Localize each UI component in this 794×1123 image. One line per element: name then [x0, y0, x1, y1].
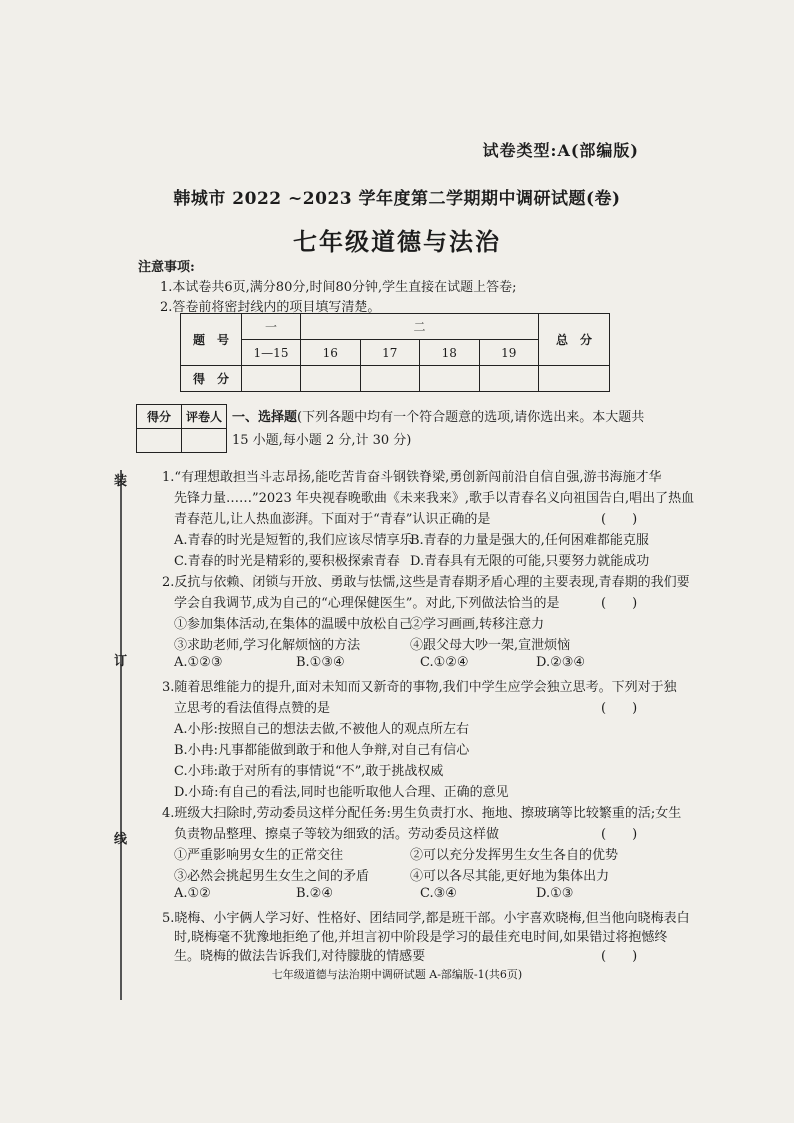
question-4-statement-4: ④可以各尽其能,更好地为集体出力: [410, 869, 610, 884]
question-3-text: 立思考的看法值得点赞的是: [174, 701, 331, 716]
question-1-text: 青春范儿,让人热血澎湃。下面对于“青春”认识正确的是: [174, 512, 491, 527]
grader-score-cell[interactable]: [137, 429, 182, 453]
grader-score-label: 得分: [137, 405, 182, 429]
score-table-col: 16: [301, 340, 361, 366]
question-1-option-c[interactable]: C.青春的时光是精彩的,要积极探索青春: [174, 554, 400, 569]
question-1-text: 先锋力量……”2023 年央视春晚歌曲《未来我来》,歌手以青春名义向祖国告白,唱出了热血: [174, 491, 695, 506]
section-1-instructions: [232, 406, 652, 452]
question-2-statement-2: ②学习画画,转移注意力: [410, 617, 545, 632]
grader-name-cell[interactable]: [182, 429, 227, 453]
question-5-text: 生。晓梅的做法告诉我们,对待朦胧的情感要: [174, 949, 426, 964]
question-5-text: 时,晓梅毫不犹豫地拒绝了他,并坦言初中阶段是学习的最佳充电时间,如果错过将抱憾终: [174, 930, 668, 945]
notice-heading: 注意事项:: [138, 260, 195, 275]
score-table-score-label: 得 分: [181, 366, 242, 392]
grader-box: [136, 404, 227, 453]
score-table-row-header: 题 号: [181, 314, 242, 366]
question-2-text: 2.反抗与依赖、闭锁与开放、勇敢与怯懦,这些是青春期矛盾心理的主要表现,青春期的我们要: [162, 575, 690, 590]
grader-name-label: 评卷人: [182, 405, 227, 429]
score-cell[interactable]: [360, 366, 420, 392]
score-cell[interactable]: [479, 366, 539, 392]
binding-line: [120, 470, 122, 1000]
question-3-option-c[interactable]: C.小玮:敢于对所有的事情说“不”,敢于挑战权威: [174, 764, 444, 779]
question-4-statement-3: ③必然会挑起男生女生之间的矛盾: [174, 869, 370, 884]
notice-item-2: 2.答卷前将密封线内的项目填写清楚。: [160, 300, 381, 315]
question-2-statement-1: ①参加集体活动,在集体的温暖中放松自己: [174, 617, 413, 632]
answer-blank-1[interactable]: ( ): [601, 512, 638, 527]
score-table-total: 总 分: [539, 314, 610, 366]
exam-main-title: 韩城市 2022 ~2023 学年度第二学期期中调研试题(卷): [173, 189, 621, 209]
question-2-text: 学会自我调节,成为自己的“心理保健医生”。对此,下列做法恰当的是: [174, 596, 560, 611]
answer-blank-3[interactable]: ( ): [601, 701, 638, 716]
question-2-statement-3: ③求助老师,学习化解烦恼的方法: [174, 638, 361, 653]
question-3-option-b[interactable]: B.小冉:凡事都能做到敢于和他人争辩,对自己有信心: [174, 743, 470, 758]
binding-char-zhuang: 装: [114, 474, 128, 489]
question-3-option-d[interactable]: D.小琦:有自己的看法,同时也能听取他人合理、正确的意见: [174, 785, 509, 800]
score-cell[interactable]: [539, 366, 610, 392]
score-cell[interactable]: [420, 366, 480, 392]
score-table-col: 1—15: [242, 340, 301, 366]
question-4-option-c[interactable]: C.③④: [420, 886, 457, 901]
score-cell[interactable]: [301, 366, 361, 392]
answer-blank-2[interactable]: ( ): [601, 596, 638, 611]
question-2-statement-4: ④跟父母大吵一架,宣泄烦恼: [410, 638, 571, 653]
score-table: [180, 313, 610, 392]
binding-char-xian: 线: [114, 832, 128, 847]
subject-title: 七年级道德与法治: [293, 227, 501, 256]
binding-char-ding: 订: [114, 654, 128, 669]
question-5-text: 5.晓梅、小宇俩人学习好、性格好、团结同学,都是班干部。小宇喜欢晓梅,但当他向晓梅表白: [162, 911, 690, 926]
question-4-option-b[interactable]: B.②④: [296, 886, 333, 901]
question-3-option-a[interactable]: A.小彤:按照自己的想法去做,不被他人的观点所左右: [174, 722, 470, 737]
section-1-desc: (下列各题中均有一个符合题意的选项,请你选出来。本大题共 15 小题,每小题 2 分,计 30 分): [232, 410, 645, 448]
score-table-col: 18: [420, 340, 480, 366]
question-2-option-d[interactable]: D.②③④: [536, 655, 586, 670]
question-2-option-a[interactable]: A.①②③: [174, 655, 223, 670]
score-table-part1: 一: [242, 314, 301, 340]
score-table-col: 17: [360, 340, 420, 366]
question-4-statement-1: ①严重影响男女生的正常交往: [174, 848, 344, 863]
question-1-option-b[interactable]: B.青春的力量是强大的,任何困难都能克服: [410, 533, 649, 548]
exam-type-label: 试卷类型:A(部编版): [482, 141, 639, 160]
page-footer: 七年级道德与法治期中调研试题 A-部编版-1(共6页): [271, 968, 523, 981]
answer-blank-5[interactable]: ( ): [601, 949, 638, 964]
question-1-text: 1.“有理想敢担当斗志昂扬,能吃苦肯奋斗钢铁脊梁,勇创新闯前沿自信自强,游书海施才华: [162, 470, 662, 485]
question-4-text: 4.班级大扫除时,劳动委员这样分配任务:男生负责打水、拖地、擦玻璃等比较繁重的活;女生: [162, 806, 682, 821]
question-4-option-a[interactable]: A.①②: [174, 886, 211, 901]
question-1-option-a[interactable]: A.青春的时光是短暂的,我们应该尽情享乐: [174, 533, 413, 548]
question-4-option-d[interactable]: D.①③: [536, 886, 574, 901]
notice-item-1: 1.本试卷共6页,满分80分,时间80分钟,学生直接在试题上答卷;: [160, 280, 517, 295]
score-table-part2: 二: [301, 314, 539, 340]
answer-blank-4[interactable]: ( ): [601, 827, 638, 842]
question-4-text: 负责物品整理、擦桌子等较为细致的活。劳动委员这样做: [174, 827, 500, 842]
question-4-statement-2: ②可以充分发挥男生女生各自的优势: [410, 848, 619, 863]
question-2-option-c[interactable]: C.①②④: [420, 655, 469, 670]
question-2-option-b[interactable]: B.①③④: [296, 655, 345, 670]
section-1-title: 一、选择题: [232, 410, 298, 425]
question-3-text: 3.随着思维能力的提升,面对未知而又新奇的事物,我们中学生应学会独立思考。下列对于独: [162, 680, 677, 695]
score-cell[interactable]: [242, 366, 301, 392]
question-1-option-d[interactable]: D.青春具有无限的可能,只要努力就能成功: [410, 554, 650, 569]
score-table-col: 19: [479, 340, 539, 366]
